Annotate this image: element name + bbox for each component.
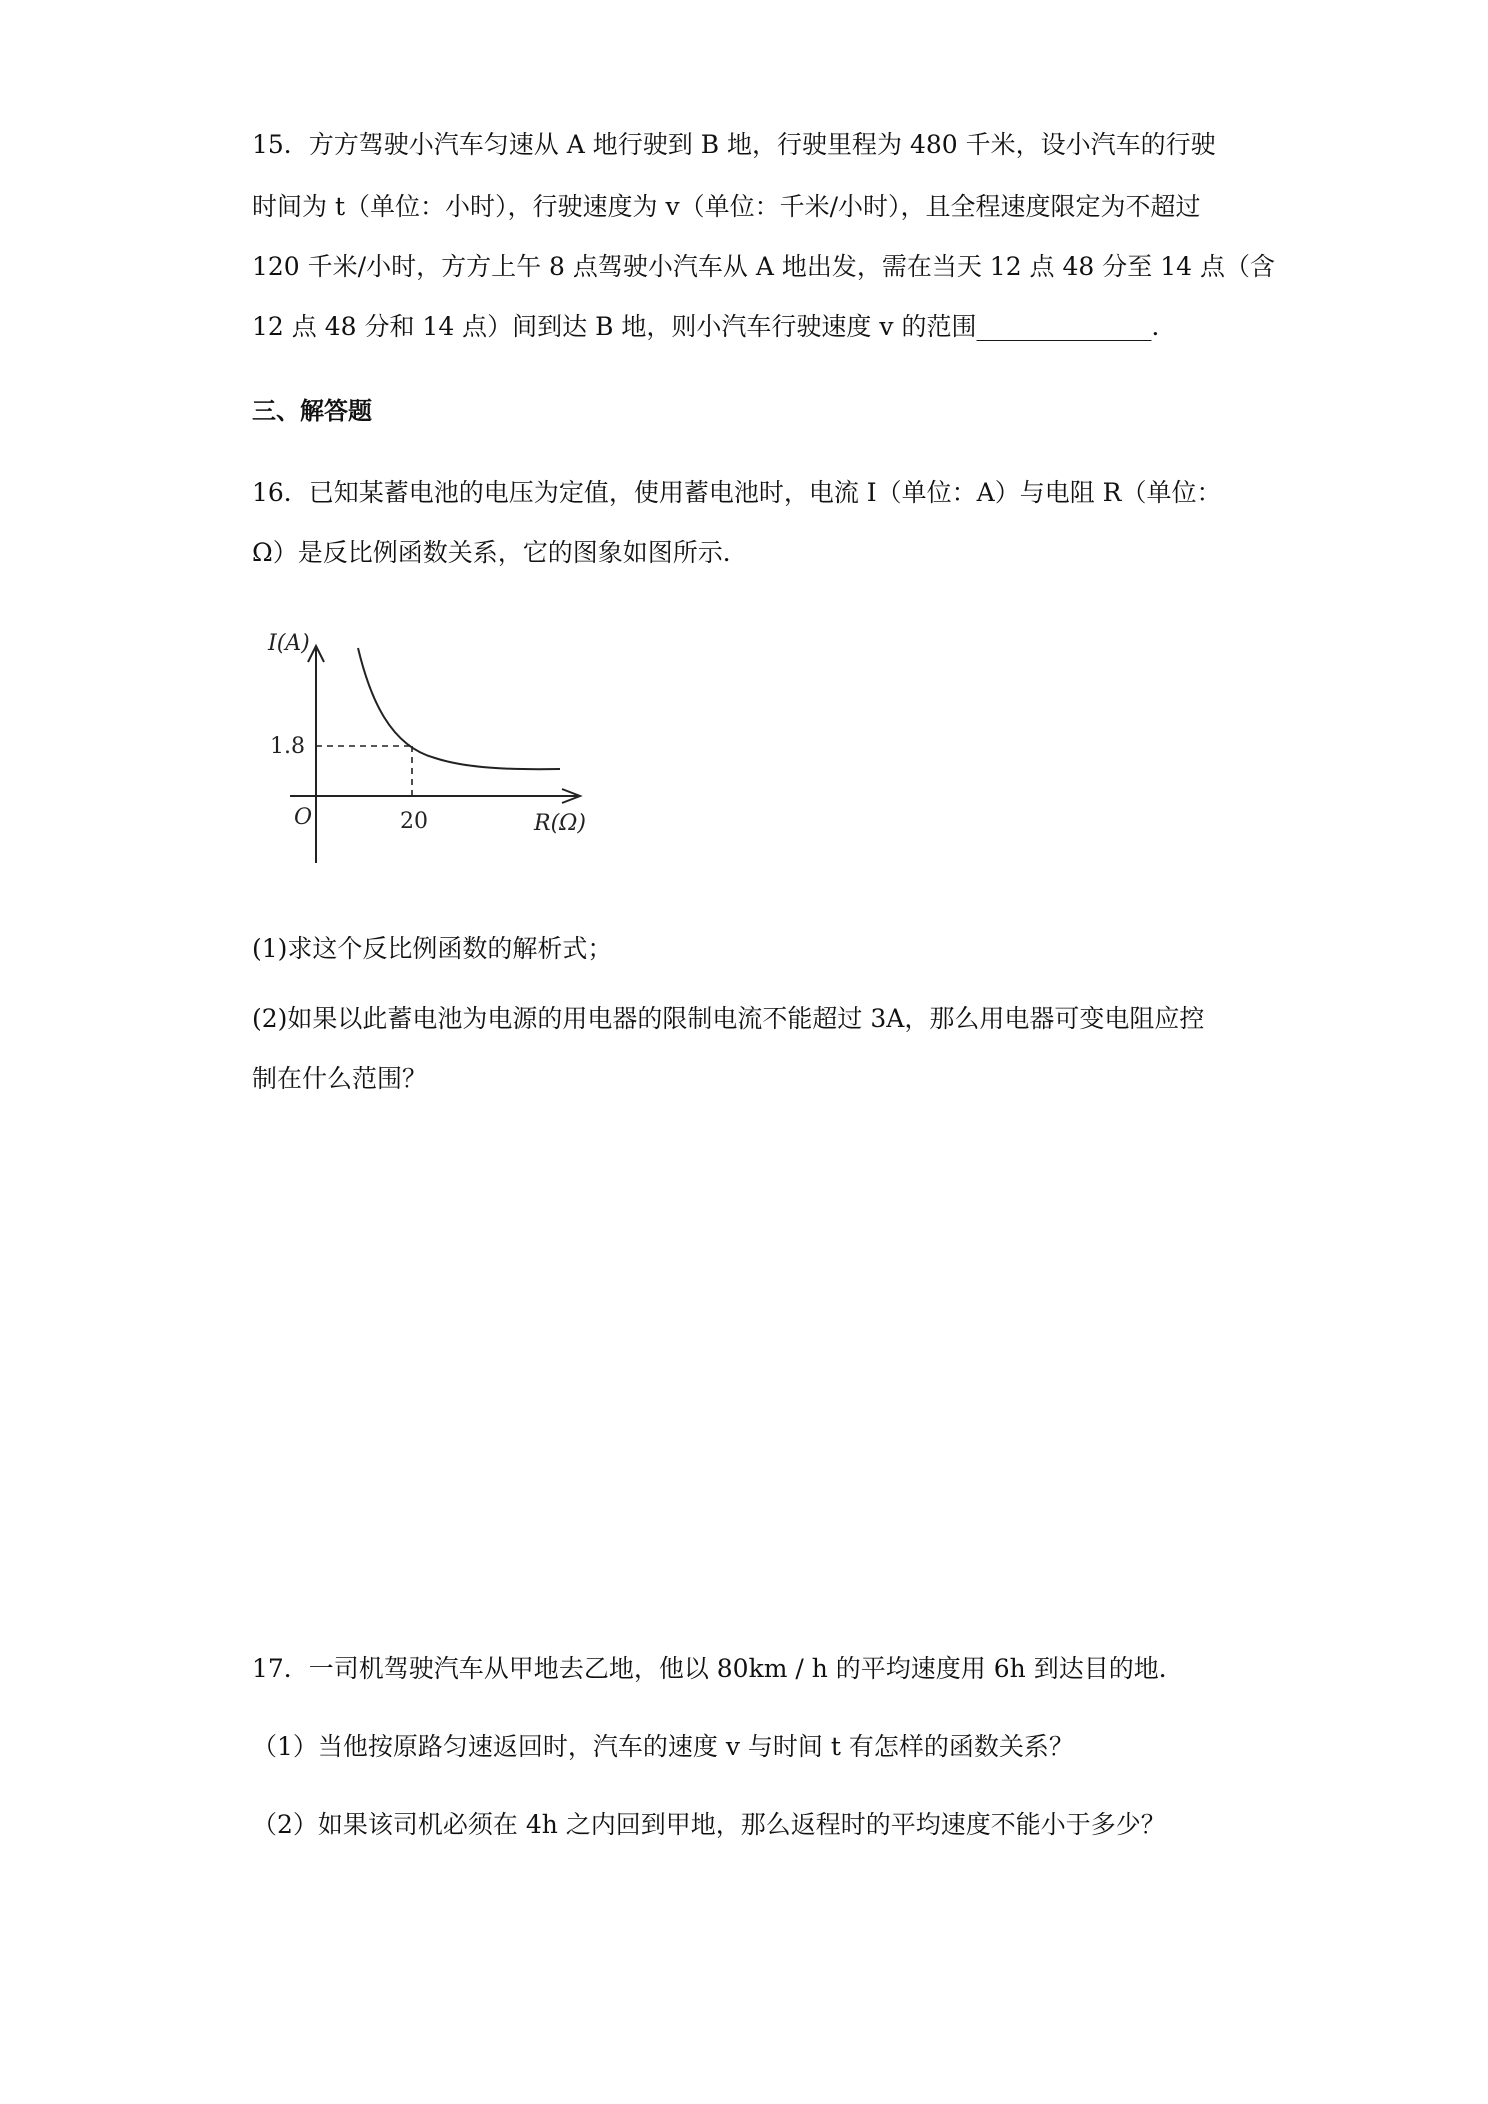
q16-part-1: (1)求这个反比例函数的解析式； xyxy=(252,934,613,963)
q16-line-2: Ω）是反比例函数关系，它的图象如图所示． xyxy=(252,538,748,567)
section-heading: 三、解答题 xyxy=(252,397,372,425)
q17-part-1: （1）当他按原路匀速返回时，汽车的速度 v 与时间 t 有怎样的函数关系？ xyxy=(252,1732,1074,1761)
x-tick-label: 20 xyxy=(400,809,428,834)
x-axis-label: R(Ω) xyxy=(534,811,586,836)
q15-line-3: 120 千米/小时，方方上午 8 点驾驶小汽车从 A 地出发，需在当天 12 点 48 分至 14 点（含 xyxy=(252,252,1275,281)
q17-line-1: 17．一司机驾驶汽车从甲地去乙地，他以 80km / h 的平均速度用 6h 到达目的地． xyxy=(252,1654,1184,1683)
q16-part-2-line-1: (2)如果以此蓄电池为电源的用电器的限制电流不能超过 3A，那么用电器可变电阻应控 xyxy=(252,1004,1205,1033)
y-tick-label: 1.8 xyxy=(270,734,305,759)
q15-line-1: 15．方方驾驶小汽车匀速从 A 地行驶到 B 地，行驶里程为 480 千米，设小汽车的行驶 xyxy=(252,130,1216,159)
inverse-proportion-graph xyxy=(250,628,610,868)
y-axis-label: I(A) xyxy=(268,631,310,656)
q16-part-2-line-2: 制在什么范围？ xyxy=(252,1064,428,1093)
q15-line-2: 时间为 t（单位：小时），行驶速度为 v（单位：千米/小时），且全程速度限定为不超过 xyxy=(252,192,1201,221)
q16-line-1: 16．已知某蓄电池的电压为定值，使用蓄电池时，电流 I（单位：A）与电阻 R（单位： xyxy=(252,478,1222,507)
hyperbola-curve xyxy=(358,648,560,769)
origin-label: O xyxy=(294,805,313,830)
q17-part-2: （2）如果该司机必须在 4h 之内回到甲地，那么返程时的平均速度不能小于多少？ xyxy=(252,1810,1166,1839)
q15-line-4: 12 点 48 分和 14 点）间到达 B 地，则小汽车行驶速度 v 的范围______________． xyxy=(252,312,1177,341)
